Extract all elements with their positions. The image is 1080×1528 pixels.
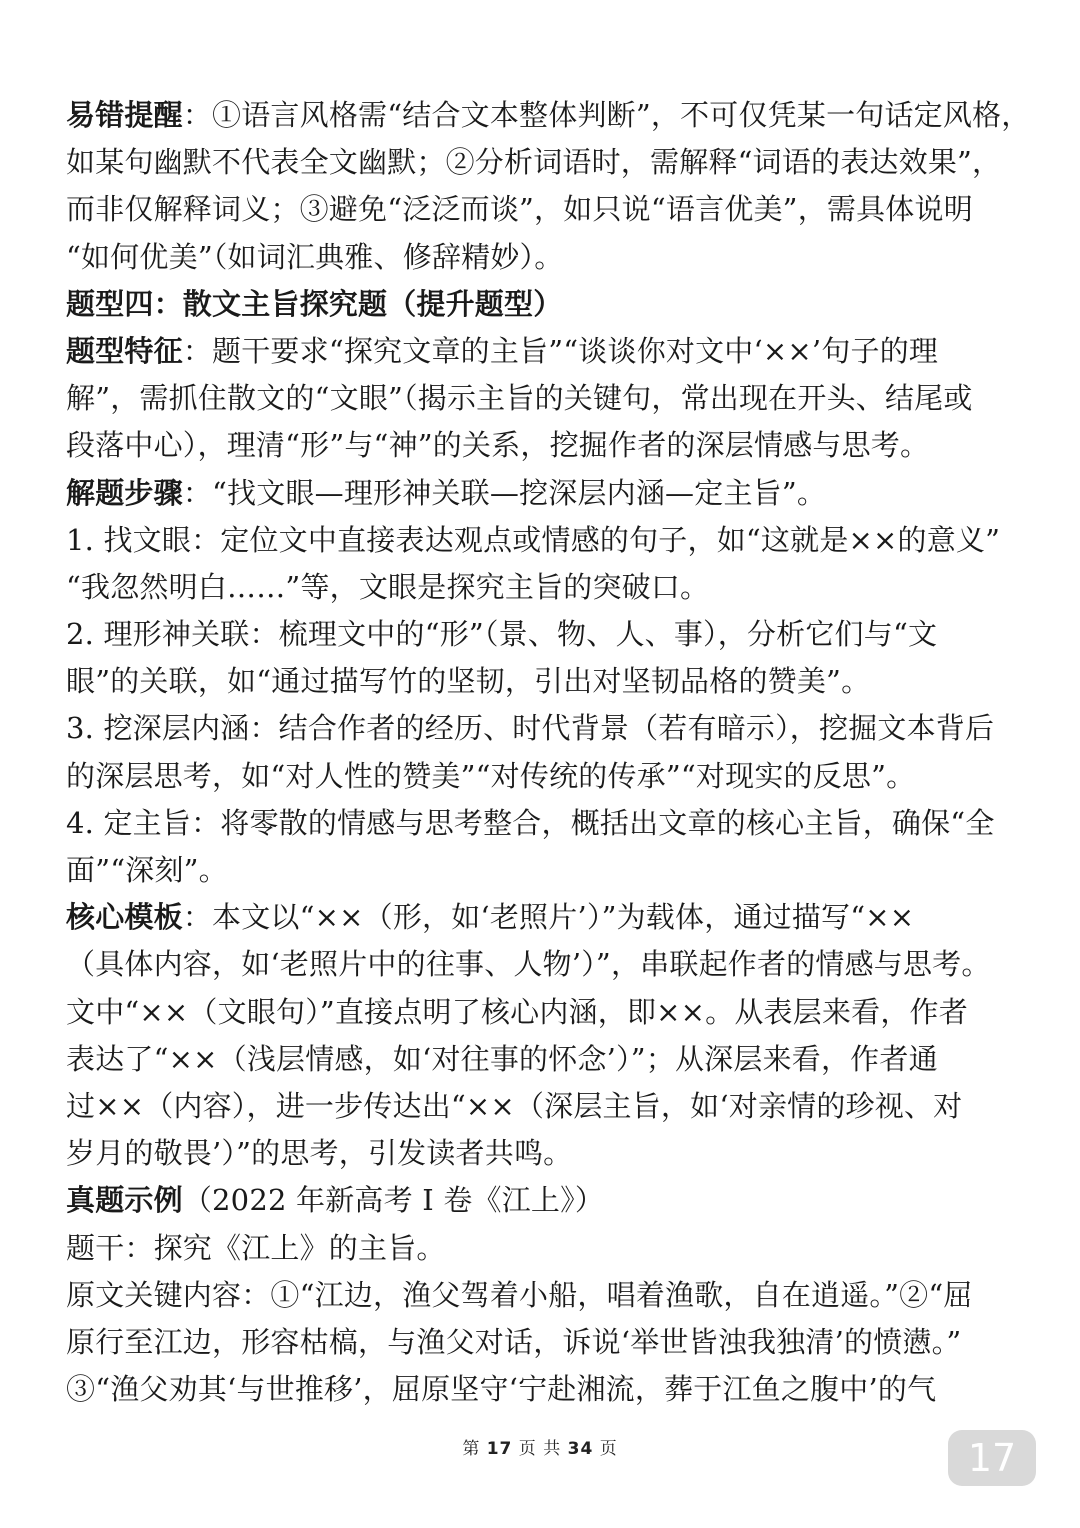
paragraph-line: 如某句幽默不代表全文幽默；②分析词语时，需解释“词语的表达效果”，: [66, 145, 1002, 180]
section-heading: [66, 281, 1016, 328]
list-item: 4. 定主旨：将零散的情感与思考整合，概括出文章的核心主旨，确保“全: [66, 805, 995, 840]
paragraph-line: 表达了“××（浅层情感，如‘对往事的怀念’）”；从深层来看，作者通: [66, 1041, 938, 1076]
paragraph-line: 题干：探究《江上》的主旨。: [66, 1230, 446, 1265]
paragraph-line: 的深层思考，如“对人性的赞美”“对传统的传承”“对现实的反思”。: [66, 758, 916, 793]
line-text: ：本文以“××（形，如‘老照片’）”为载体，通过描写“××: [182, 900, 915, 935]
paragraph-line: （具体内容，如‘老照片中的往事、人物’）”，串联起作者的情感与思考。: [66, 947, 991, 982]
line-text: ：①语言风格需“结合文本整体判断”，不可仅凭某一句话定风格，: [182, 98, 1031, 132]
paragraph-line: 段落中心），理清“形”与“神”的关系，挖掘作者的深层情感与思考。: [66, 428, 930, 463]
paragraph-line: 而非仅解释词义；③避免“泛泛而谈”，如只说“语言优美”，需具体说明: [66, 192, 973, 227]
paragraph-line: [66, 1177, 1016, 1224]
paragraph-line: “如何优美”（如词汇典雅、修辞精妙）。: [66, 239, 564, 274]
paragraph-line: “我忽然明白……”等，文眼是探究主旨的突破口。: [66, 569, 710, 604]
current-page-number: 17: [486, 1439, 513, 1459]
paragraph-line: [66, 894, 1016, 941]
line-text: （2022 年新高考 I 卷《江上》）: [182, 1183, 605, 1218]
paragraph-line: 原行至江边，形容枯槁，与渔父对话，诉说‘举世皆浊我独清’的愤懑。”: [66, 1324, 962, 1359]
paragraph-line: 眼”的关联，如“通过描写竹的坚韧，引出对坚韧品格的赞美”。: [66, 664, 871, 699]
section-label: 易错提醒: [66, 98, 183, 132]
paragraph-line: [66, 470, 1016, 517]
paragraph-line: 过××（内容），进一步传达出“××（深层主旨，如‘对亲情的珍视、对: [66, 1088, 963, 1123]
line-text: ：“找文眼—理形神关联—挖深层内涵—定主旨”。: [182, 475, 827, 510]
section-label: 真题示例: [66, 1183, 183, 1218]
paragraph-line: [66, 92, 1031, 139]
paragraph-line: 文中“××（文眼句）”直接点明了核心内涵，即××。从表层来看，作者: [66, 994, 968, 1029]
section-label: 解题步骤: [66, 475, 183, 510]
page-footer: [0, 1434, 1080, 1459]
list-item: 3. 挖深层内涵：结合作者的经历、时代背景（若有暗示），挖掘文本背后: [66, 711, 995, 746]
heading-text: 题型四：散文主旨探究题（提升题型）: [66, 286, 563, 321]
paragraph-line: 岁月的敬畏’）”的思考，引发读者共鸣。: [66, 1136, 573, 1171]
document-body: [66, 92, 1031, 1413]
line-text: ：题干要求“探究文章的主旨”“谈谈你对文中‘××’句子的理: [182, 333, 939, 368]
page-number-badge: 17: [948, 1430, 1036, 1486]
footer-prefix: 第: [462, 1439, 481, 1459]
paragraph-line: ③“渔父劝其‘与世推移’，屈原坚守‘宁赴湘流，葬于江鱼之腹中’的气: [66, 1372, 937, 1407]
list-item: 1. 找文眼：定位文中直接表达观点或情感的句子，如“这就是××的意义”: [66, 522, 1001, 557]
paragraph-line: 原文关键内容：①“江边，渔父驾着小船，唱着渔歌，自在逍遥。”②“屈: [66, 1277, 973, 1312]
paragraph-line: 面”“深刻”。: [66, 853, 228, 887]
total-page-number: 34: [567, 1439, 594, 1459]
list-item: 2. 理形神关联：梳理文中的“形”（景、物、人、事），分析它们与“文: [66, 617, 938, 652]
section-label: 题型特征: [66, 333, 183, 368]
section-label: 核心模板: [66, 900, 183, 935]
paragraph-line: [66, 328, 1016, 375]
footer-suffix: 页: [599, 1439, 618, 1459]
footer-middle: 页 共: [518, 1439, 562, 1459]
paragraph-line: 解”，需抓住散文的“文眼”（揭示主旨的关键句，常出现在开头、结尾或: [66, 381, 973, 416]
